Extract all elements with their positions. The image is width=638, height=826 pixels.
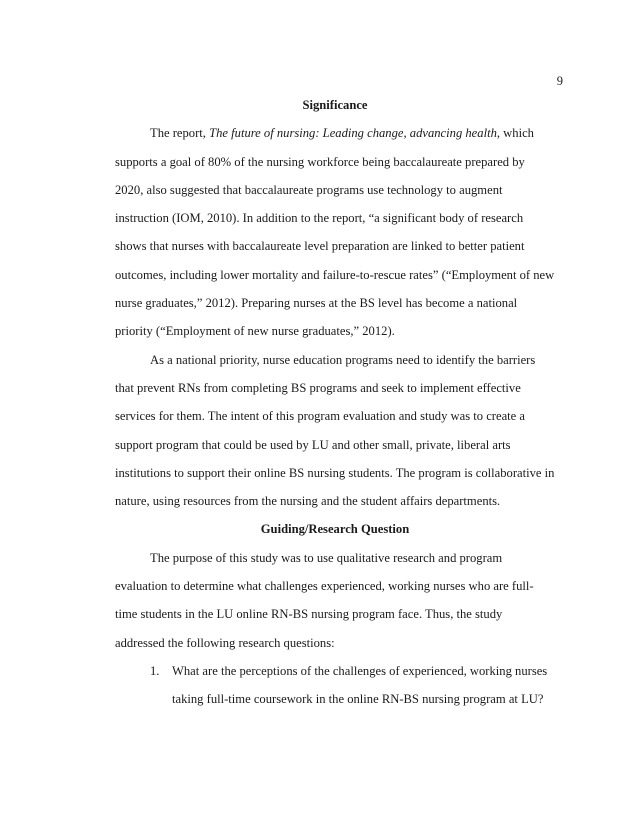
significance-paragraph-1 bbox=[115, 119, 555, 345]
research-questions-list bbox=[115, 657, 555, 714]
paragraph-text: , which supports a goal of 80% of the nursing workforce being baccalaureate prepared by 2020, also suggested that baccalaureate programs use technology to augment instruction (IOM, 2010). In addition to the report, “a significant body of research shows that nurses with baccalaureate level preparation are linked to better patient outcomes, including lower mortality and failure-to-rescue rates” (“Employment of new nurse graduates,” 2012). Preparing nurses at the BS level has become a national priority (“Employment of new nurse graduates,” 2012). bbox=[115, 126, 555, 339]
question-number: 1. bbox=[150, 663, 160, 678]
report-title: The future of nursing: Leading change, advancing health bbox=[209, 126, 497, 141]
guiding-paragraph-1: The purpose of this study was to use qualitative research and program evaluation to determine what challenges experienced, working nurses who are full-time students in the LU online RN-BS nursing program face. Thus, the study addressed the following research questions: bbox=[115, 550, 534, 650]
page-number: 9 bbox=[556, 74, 563, 88]
significance-heading: Significance bbox=[302, 98, 368, 112]
research-question-item bbox=[115, 657, 555, 714]
guiding-heading: Guiding/Research Question bbox=[260, 522, 410, 537]
question-text: What are the perceptions of the challenges of experienced, working nurses taking full-time coursework in the online RN-BS nursing program at LU? bbox=[172, 663, 548, 707]
page-body bbox=[115, 91, 555, 714]
significance-paragraph-2: As a national priority, nurse education programs need to identify the barriers that prevent RNs from completing BS programs and seek to implement effective services for them. The intent of this program evaluation and study was to create a support program that could be used by LU and other small, private, liberal arts institutions to support their online BS nursing students. The program is collaborative in nature, using resources from the nursing and the student affairs departments. bbox=[115, 352, 555, 509]
paragraph-text: The report, bbox=[150, 126, 210, 141]
